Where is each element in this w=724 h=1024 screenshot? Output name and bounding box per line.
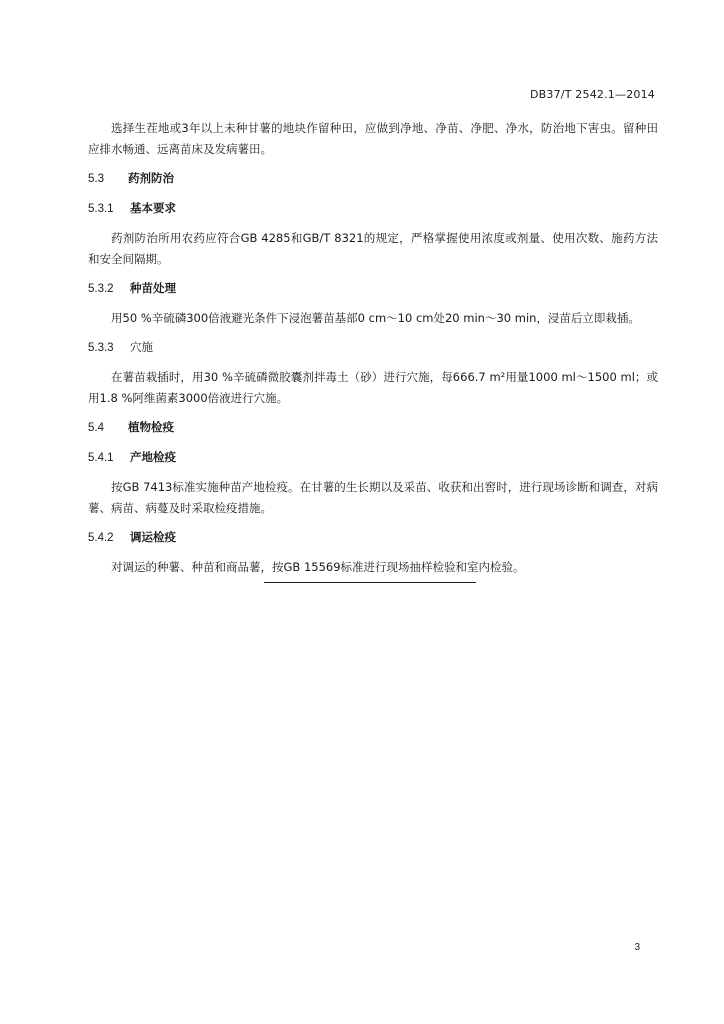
heading-title: 调运检疫 xyxy=(130,530,176,544)
heading-5-3-3 xyxy=(88,337,658,359)
heading-5-3 xyxy=(88,168,658,190)
heading-title: 药剂防治 xyxy=(128,171,174,185)
heading-5-3-2 xyxy=(88,278,658,300)
heading-number: 5.4.2 xyxy=(88,532,114,544)
heading-5-4 xyxy=(88,417,658,439)
paragraph-seed-field: 选择生茬地或3年以上未种甘薯的地块作留种田，应做到净地、净苗、净肥、净水，防治地下害虫。留种田应排水畅通、远离苗床及发病薯田。 xyxy=(88,121,658,156)
heading-number: 5.4.1 xyxy=(88,452,114,464)
heading-5-4-2 xyxy=(88,527,658,549)
paragraph-transport-quarantine: 对调运的种薯、种苗和商品薯，按GB 15569标准进行现场抽样检验和室内检验。 xyxy=(111,560,525,574)
heading-number: 5.3 xyxy=(88,173,104,185)
heading-number: 5.4 xyxy=(88,422,104,434)
heading-title: 穴施 xyxy=(130,340,153,354)
end-of-standard-rule xyxy=(264,582,476,583)
document-code: DB37/T 2542.1—2014 xyxy=(529,88,655,101)
paragraph-seedling-treatment: 用50 %辛硫磷300倍液避光条件下浸泡薯苗基部0 cm～10 cm处20 min～30 min，浸苗后立即栽插。 xyxy=(111,311,640,325)
heading-title: 基本要求 xyxy=(130,201,176,215)
heading-5-4-1 xyxy=(88,447,658,469)
heading-title: 产地检疫 xyxy=(130,450,176,464)
heading-title: 植物检疫 xyxy=(128,420,174,434)
heading-number: 5.3.3 xyxy=(88,342,114,354)
heading-5-3-1 xyxy=(88,198,658,220)
paragraph-origin-quarantine: 按GB 7413标准实施种苗产地检疫。在甘薯的生长期以及采苗、收获和出窖时，进行现场诊断和调查，对病薯、病苗、病蔓及时采取检疫措施。 xyxy=(88,480,658,515)
paragraph-hole-application: 在薯苗栽插时，用30 %辛硫磷微胶囊剂拌毒土（砂）进行穴施，每666.7 m²用量1000 ml～1500 ml；或用1.8 %阿维菌素3000倍液进行穴施。 xyxy=(88,370,658,405)
heading-number: 5.3.2 xyxy=(88,283,114,295)
heading-number: 5.3.1 xyxy=(88,203,114,215)
page-number: 3 xyxy=(634,942,640,953)
document-body xyxy=(88,118,658,586)
paragraph-basic-requirements: 药剂防治所用农药应符合GB 4285和GB/T 8321的规定，严格掌握使用浓度或剂量、使用次数、施药方法和安全间隔期。 xyxy=(88,231,658,266)
heading-title: 种苗处理 xyxy=(130,281,176,295)
